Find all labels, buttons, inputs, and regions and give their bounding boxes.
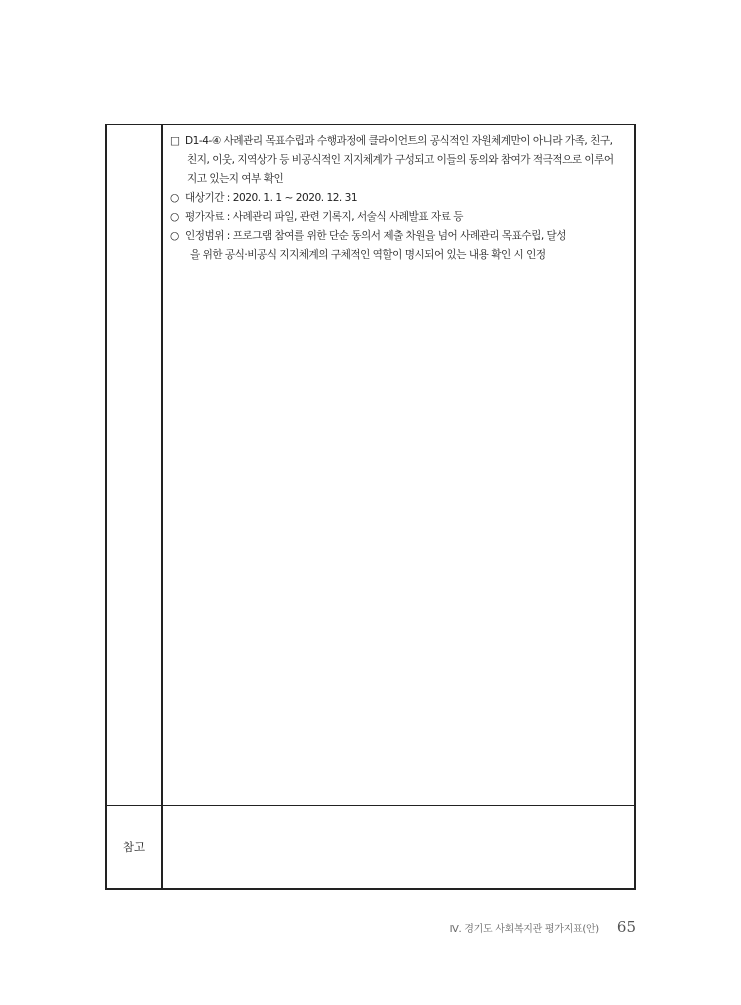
row-divider: [105, 805, 636, 806]
checkbox-marker: □: [170, 135, 180, 147]
criteria-heading-line-1: □ D1-4-④ 사례관리 목표수립과 수행과정에 클라이언트의 공식적인 자원체계만이 아니라 가족, 친구,: [170, 132, 628, 151]
circle-marker: ○: [170, 211, 179, 223]
page-number: 65: [616, 918, 636, 936]
criteria-item-materials: ○ 평가자료 : 사례관리 파일, 관련 기록지, 서술식 사례발표 자료 등: [170, 208, 628, 227]
column-divider: [161, 124, 163, 890]
page-footer: [450, 918, 636, 936]
criteria-item-period: ○ 대상기간 : 2020. 1. 1 ~ 2020. 12. 31: [170, 189, 628, 208]
criteria-heading-line-2: 친지, 이웃, 지역상가 등 비공식적인 지지체계가 구성되고 이들의 동의와 참여가 적극적으로 이루어: [187, 154, 614, 166]
criteria-heading-line-3: 지고 있는지 여부 확인: [187, 173, 284, 185]
footer-section-title: Ⅳ. 경기도 사회복지관 평가지표(안): [449, 924, 599, 935]
criteria-cell: [170, 132, 628, 265]
reference-label: 참고: [122, 840, 146, 854]
circle-marker: ○: [170, 192, 179, 204]
circle-marker: ○: [170, 230, 179, 242]
criteria-item-scope-line-2: 을 위한 공식·비공식 지지체계의 구체적인 역할이 명시되어 있는 내용 확인 시 인정: [190, 249, 546, 261]
criteria-item-scope: ○ 인정범위 : 프로그램 참여를 위한 단순 동의서 제출 차원을 넘어 사례관리 목표수립, 달성: [170, 227, 628, 246]
